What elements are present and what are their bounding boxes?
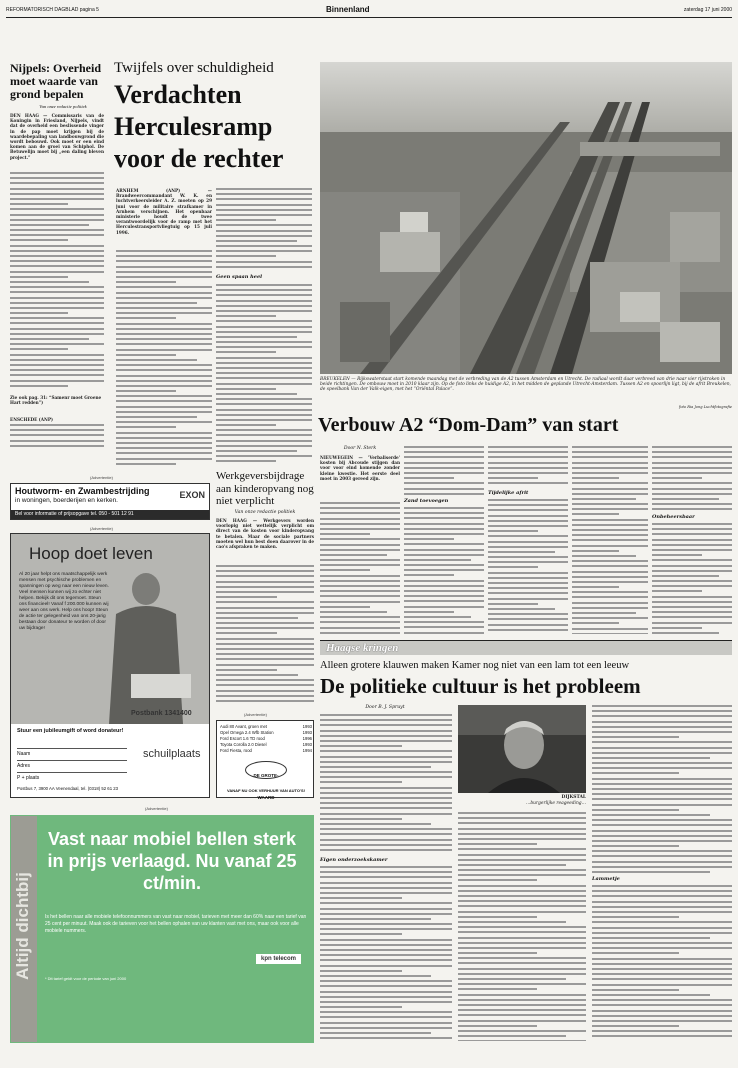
nijpels-brief-title: ENSCHEDE (ANP) <box>10 417 53 422</box>
hercules-body-col-3 <box>216 284 312 465</box>
ad-auto-item-3-name: Toyota Corolla 2.0 Diesel <box>220 742 267 747</box>
ad-hoop-address: Postbus 7, 3900 AA Veenendaal, tel. (0318) 52 61 23 <box>17 786 119 791</box>
nijpels-lead: DEN HAAG — Commissaris van de Koningin in Friesland, Nijpels, vindt dat de overheid een beslissende vinger in de pap moet krijgen bij de waardebepaling van landbouwgrond die wordt bebouwd. Ook moet er een eind komen aan de groei van Schiphol. De Betuwelijn moet bij „een daling bleven project.” <box>10 113 104 160</box>
werkgevers-headline: Werkgeversbijdrage aan kinderopvang nog niet verplicht <box>216 470 314 507</box>
ad-auto-item-0 <box>220 724 312 729</box>
ad-hoop-field-place-label: P + plaats <box>17 775 40 781</box>
politiek-body-col-3 <box>592 705 732 873</box>
ad-hoop-field-place[interactable] <box>17 764 127 781</box>
aerial-photo-a2 <box>320 62 732 374</box>
aerial-photo-image <box>320 62 732 374</box>
ad-auto-item-1 <box>220 730 312 735</box>
hercules-title-line-2: Herculesramp <box>114 112 273 141</box>
ad-houtworm-logo: EXON <box>179 490 205 500</box>
a2-body-col-2 <box>404 446 484 496</box>
page-masthead <box>6 4 732 18</box>
ad-auto-title: DE GROTE-WAARD <box>253 773 279 800</box>
dijkstal-portrait <box>458 705 586 793</box>
ad-auto-item-3-year: 1993 <box>302 742 312 747</box>
ad-hoop-field-address[interactable] <box>17 752 127 769</box>
ad-houtworm-title: Houtworm- en Zwambestrijding <box>15 486 150 496</box>
nijpels-headline: Nijpels: Overheid moet waarde van grond bepalen <box>10 61 101 101</box>
ad-hoop-text: Al 20 jaar helpt ons maatschappelijk werk mensen met psychische problemen en spanningen op weg naar een nieuw leven. Veel mensen kunnen wij zo echter niet helpen. Bekijk dit ons tegemoet. Steun ons financieel! Vanaf f 200.000 kunnen wij weer aan ons werk. Help ons hoop! Steun de actie ter gelegenheid van ons 20-jarig bestaan door donateur te worden of door uw bijdrage! <box>19 572 109 631</box>
a2-subhead-2: Tijdelijke afrit <box>488 490 529 496</box>
politiek-kicker: Alleen grotere klauwen maken Kamer nog niet van een lam tot een leeuw <box>320 660 630 671</box>
ad-hoop-title: Hoop doet leven <box>29 544 153 563</box>
ad-label-houtworm: (Advertentie) <box>90 475 113 480</box>
ad-auto-item-0-year: 1993 <box>302 724 312 729</box>
nijpels-byline: Van onze redactie politiek <box>39 104 87 109</box>
ad-hoop-postbank: Postbank 1341400 <box>131 710 192 717</box>
ad-auto-item-2 <box>220 736 312 741</box>
ad-auto-item-2-name: Ford Escort 1.6 TD rood <box>220 736 265 741</box>
ad-mobiel-body: Is het bellen naar alle mobiele telefoonnummers van vast naar mobiel, tarieven met meer dan 60% naar een tarief van 25 cent per minuut. Maak ook de tarieven voor het bellen ophalen van uw klanten vast met ons, maar ook voor alle mobiele nummers. <box>45 914 307 934</box>
politiek-photo-caption-text: …burgerlijke reageeding… <box>525 801 586 806</box>
masthead-date: zaterdag 17 juni 2000 <box>683 7 732 13</box>
ad-auto-item-4-year: 1994 <box>302 748 312 753</box>
a2-body-col-4 <box>572 446 648 634</box>
a2-body-col-1 <box>320 502 400 634</box>
ad-auto-item-0-name: Audi 80 Avant, groen met <box>220 724 267 729</box>
politiek-subhead-1: Eigen onderzoekskamer <box>320 857 388 863</box>
aerial-photo-caption: BREUKELEN — Rijkswaterstaat start komende maandag met de verbreding van de A2 tussen Amsterdam en Utrecht. De radiaal wordt daar verbreed van drie naar vier rijstroken in beide richtingen. De ombouw moet in 2010 klaar zijn. Op de foto links de huidige A2, in het midden de geplande Utrecht-Amsterdam. Tussen A2 en spoorlijn ligt, bij de afrit Breukelen, de speelbank Van der Valk-eigen, met het “Oriëntal Palace”. <box>320 377 731 393</box>
aerial-photo-credit: foto Ria Jong Luchtfotografie <box>678 405 732 409</box>
a2-body-col-3 <box>488 446 568 486</box>
a2-headline: Verbouw A2 “Dom-Dam” van start <box>318 414 619 436</box>
werkgevers-body <box>216 565 314 705</box>
ad-auto-item-4-name: Ford Fiesta, rood <box>220 748 252 753</box>
ad-mobiel-footer: * Dit tarief geldt voor de periode van juni 2000 <box>45 976 127 981</box>
masthead-section: Binnenland <box>326 5 370 14</box>
ad-houtworm <box>10 483 210 520</box>
ad-hoop-doet-leven <box>10 533 210 798</box>
a2-body-col-3b <box>488 499 568 634</box>
ad-de-grote-waard <box>216 720 314 798</box>
hercules-title-line-3: voor de rechter <box>114 144 284 173</box>
a2-lead: NIEUWEGEIN — 'Verbaliserde' kosten bij Abcoude stijgen dan voor voor eind komende zonder kleine kwestie. Het eerste deel moet in 2003 gereed zijn. <box>320 455 400 481</box>
ad-mobiel-headline: Vast naar mobiel bellen sterk in prijs verlaagd. Nu vanaf 25 ct/min. <box>47 829 297 893</box>
ad-hoop-field-name[interactable] <box>17 740 127 757</box>
ad-mobiel-logo: kpn telecom <box>256 954 301 964</box>
nijpels-body-text <box>10 172 104 390</box>
hercules-kicker: Twijfels over schuldigheid <box>114 60 274 76</box>
politiek-body-col-2 <box>458 812 586 1041</box>
ad-hoop-field-name-label: Naam <box>17 751 31 757</box>
werkgevers-byline: Van onze redactie politiek <box>234 510 296 515</box>
a2-body-col-5b <box>652 523 732 634</box>
nijpels-see-also: Zie ook pag. 31: “Samenr moet Groene Hart redden”) <box>10 395 102 406</box>
a2-subhead-3: Onbeheersbaar <box>652 514 695 520</box>
masthead-paper-name: REFORMATORISCH DAGBLAD pagina 5 <box>6 7 99 13</box>
politiek-banner-text: Haagse kringen <box>326 642 399 654</box>
hercules-lead: ARNHEM (ANP) — Brandweercommandant W. K. en luchtverkeersleider A. Z. moeten op 29 juni voor de militaire strafkamer in Arnhem verschijnen. Het openbaar ministerie houdt de twee verantwoordelijk voor de ramp met het Herculestransportvliegtuig op 15 juli 1996. <box>116 188 212 235</box>
hercules-body-col-1 <box>116 250 212 465</box>
ad-auto-item-4 <box>220 748 312 753</box>
politiek-subhead-2: Lammetje <box>592 876 620 882</box>
politiek-body-col-1 <box>320 714 452 854</box>
ad-hoop-field-address-label: Adres <box>17 763 31 769</box>
ad-auto-footer: VANAF NU OOK VERHUUR VAN AUTO'S! <box>227 788 305 793</box>
a2-byline: Door N. Sterk <box>343 446 377 451</box>
ad-auto-item-3 <box>220 742 312 747</box>
politiek-headline: De politieke cultuur is het probleem <box>320 674 641 698</box>
politiek-photo-caption-name: DIJKSTAL <box>561 795 586 800</box>
werkgevers-lead: DEN HAAG — Werkgevers worden voorlopig niet wettelijk verplicht om direct van de kosten voor kinderopvang te betalen. Maar de sociale partners moeten wel hun best doen daarover in de cao's afspraken te maken. <box>216 518 314 550</box>
a2-body-col-5 <box>652 446 732 512</box>
ad-houtworm-subtitle: in woningen, boerderijen en kerken. <box>15 497 118 504</box>
ad-mobiel-bellen <box>10 815 314 1043</box>
ad-label-hoop: (Advertentie) <box>90 526 113 531</box>
ad-auto-item-1-name: Opel Omega 2.4 Wfb Station <box>220 730 274 735</box>
ad-houtworm-phone: Bel voor informatie of prijsopgave tel. 050 - 501 12 91 <box>11 510 209 519</box>
hercules-title-line-1: Verdachten <box>114 80 242 109</box>
ad-auto-item-1-year: 1993 <box>302 730 312 735</box>
hercules-subhead: Geen spaan heel <box>216 274 263 280</box>
politiek-banner <box>320 640 732 655</box>
ad-mobiel-sidebar <box>11 816 37 1042</box>
politiek-body-col-1b <box>320 866 452 1041</box>
ad-auto-item-2-year: 1996 <box>302 736 312 741</box>
a2-body-col-2b <box>404 507 484 634</box>
ad-label-mobiel: (Advertentie) <box>145 806 168 811</box>
a2-subhead-1: Zand toevoegen <box>404 498 449 504</box>
nijpels-brief-text <box>10 424 104 452</box>
ad-hoop-logo: schuilplaats <box>143 748 201 760</box>
politiek-body-col-3b <box>592 885 732 1041</box>
ad-label-auto: (Advertentie) <box>244 712 267 717</box>
politiek-byline: Door B. J. Spruyt <box>365 705 405 710</box>
ad-hoop-form-title: Stuur een jubileumgift of word donateur! <box>17 728 124 734</box>
politiek-photo-dijkstal <box>458 705 586 793</box>
ad-mobiel-side-text: Altijd dichtbij <box>13 872 32 980</box>
hercules-body-col-2 <box>216 188 312 270</box>
